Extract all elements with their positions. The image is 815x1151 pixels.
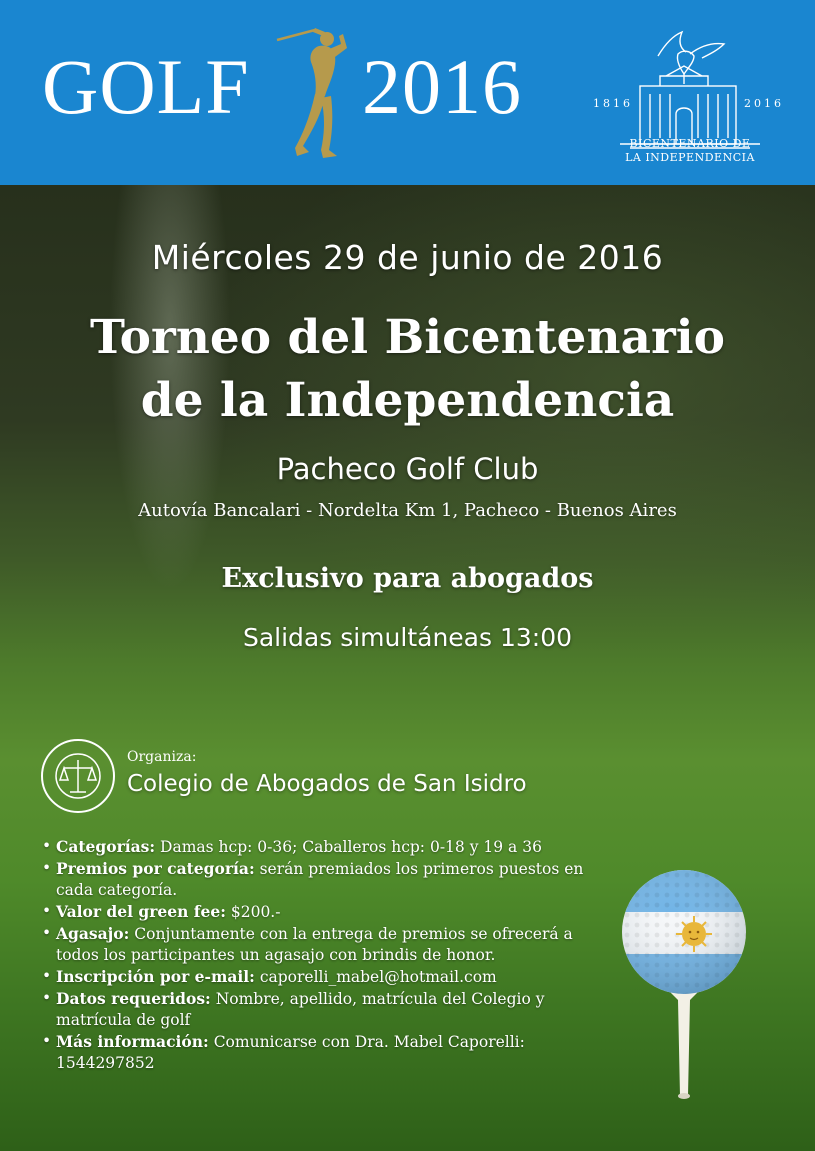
exclusive-notice: Exclusivo para abogados <box>221 563 594 594</box>
organizer-label: Organiza: <box>127 749 197 765</box>
detail-label: Datos requeridos: <box>56 989 211 1008</box>
golf-title: GOLF <box>42 43 250 130</box>
event-title-line1: Torneo del Bicentenario <box>90 310 725 365</box>
detail-text: Nombre, apellido, matrícula del Colegio y matrícula de golf <box>56 990 545 1029</box>
detail-text: caporelli_mabel@hotmail.com <box>254 968 497 986</box>
detail-label: Categorías: <box>56 837 156 856</box>
detail-item-reception <box>40 923 600 966</box>
detail-text: serán premiados los primeros puestos en cada categoría. <box>56 860 584 899</box>
detail-label: Inscripción por e-mail: <box>56 967 255 986</box>
detail-item-registration <box>40 966 600 988</box>
detail-text: Conjuntamente con la entrega de premios se ofrecerá a todos los participantes un agasajo con brindis de honor. <box>56 925 573 964</box>
header-banner <box>0 0 815 185</box>
colegio-seal-icon <box>40 738 116 814</box>
detail-text: $200.- <box>225 903 281 921</box>
detail-label: Agasajo: <box>56 924 130 943</box>
bicentenario-year-end: 2016 <box>744 97 784 110</box>
tee-icon <box>670 992 698 1099</box>
event-title-line2: de la Independencia <box>140 373 675 428</box>
detail-label: Premios por categoría: <box>56 859 255 878</box>
bicentenario-caption-line1: BICENTENARIO DE <box>629 137 751 150</box>
detail-item-green-fee <box>40 901 600 923</box>
detail-label: Más información: <box>56 1032 209 1051</box>
organizer-name: Colegio de Abogados de San Isidro <box>127 771 527 797</box>
bicentenario-caption-line2: LA INDEPENDENCIA <box>625 151 755 164</box>
event-date: Miércoles 29 de junio de 2016 <box>151 238 664 277</box>
year-title: 2016 <box>362 43 522 130</box>
detail-item-categories <box>40 836 600 858</box>
detail-text: Comunicarse con Dra. Mabel Caporelli: 1544297852 <box>56 1033 525 1072</box>
venue-name: Pacheco Golf Club <box>276 452 539 486</box>
detail-item-more-info <box>40 1031 600 1074</box>
argentina-golf-ball-on-tee <box>612 870 762 1110</box>
golfer-silhouette-icon <box>275 22 355 162</box>
detail-text: Damas hcp: 0-36; Caballeros hcp: 0-18 y 19 a 36 <box>155 838 542 856</box>
bicentenario-year-start: 1816 <box>593 97 633 110</box>
venue-address: Autovía Bancalari - Nordelta Km 1, Pacheco - Buenos Aires <box>138 500 677 521</box>
start-time: Salidas simultáneas 13:00 <box>242 623 573 652</box>
detail-item-prizes <box>40 858 600 901</box>
detail-label: Valor del green fee: <box>56 902 226 921</box>
details-list <box>40 836 600 1074</box>
detail-item-required-data <box>40 988 600 1031</box>
